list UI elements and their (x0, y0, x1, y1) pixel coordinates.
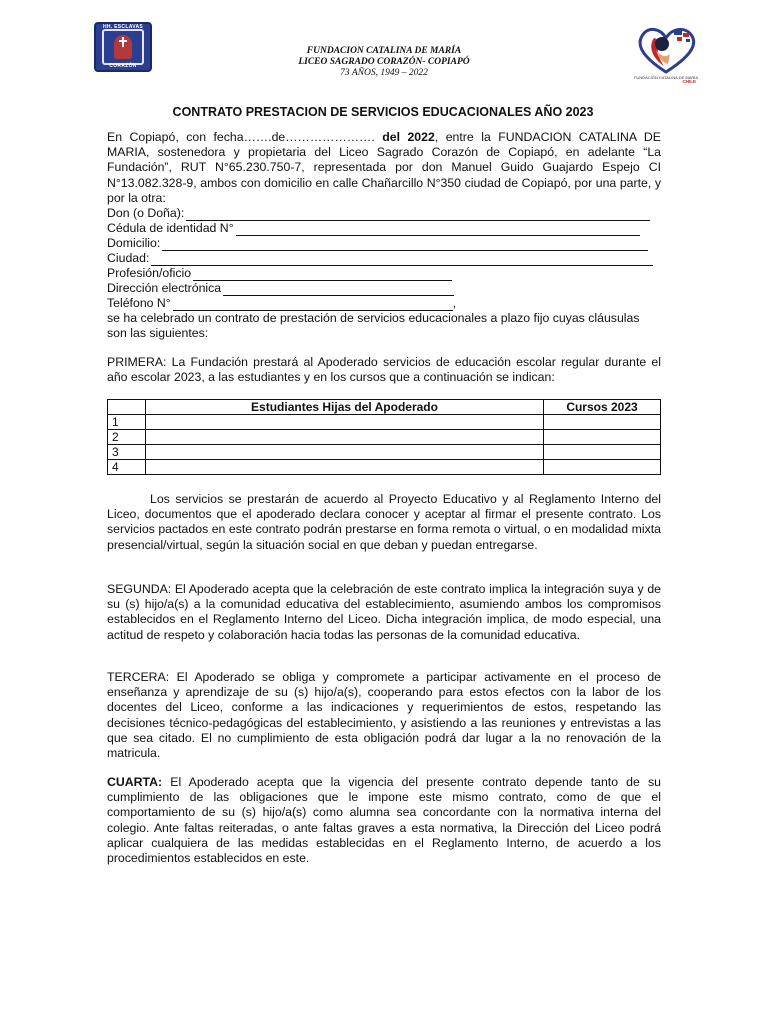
clause-tercera (107, 670, 661, 761)
services-paragraph: Los servicios se prestarán de acuerdo al Proyecto Educativo y al Reglamento Interno del Liceo, documentos que el apoderado declara conocer y aceptar al firmar el presente contrato. Los servicios pactados en este contrato podrán prestarse en forma remota o virtual, o en modalidad mixta presencial/virtual, según la situación social en que deban y puedan entregarse. (107, 492, 661, 552)
clause-segunda-label: SEGUNDA: (107, 582, 172, 596)
intro-paragraph (107, 130, 661, 206)
field-city-label: Ciudad: (107, 251, 150, 265)
clause-primera (107, 355, 661, 385)
field-city (107, 251, 653, 266)
contract-title: CONTRATO PRESTACION DE SERVICIOS EDUCACIONALES AÑO 2023 (172, 105, 594, 119)
crest-text-bottom: CORAZÓN (109, 63, 137, 69)
field-name (107, 206, 650, 221)
field-id-label: Cédula de identidad N° (107, 221, 234, 235)
header-students: Estudiantes Hijas del Apoderado (146, 400, 544, 415)
clause-primera-text: La Fundación prestará al Apoderado servicios de educación escolar regular durante el año escolar 2023, a las estudiantes y en los cursos que a continuación se indican: (107, 355, 661, 385)
field-address-line[interactable] (162, 239, 648, 251)
foundation-country-text: CHILE (682, 79, 696, 84)
foundation-caption-text: FUNDACIÓN CATALINA DE MARÍA (633, 75, 699, 80)
header-line-foundation: FUNDACION CATALINA DE MARÍA (306, 46, 462, 56)
clause-tercera-text: El Apoderado se obliga y compromete a participar activamente en el proceso de enseñanza y aprendizaje de su (s) hijo/a(s), cooperando para estos efectos con la labor de los docentes del Liceo, conforme a las indicaciones y requerimientos de estos, respetando las decisiones técnico-pedagógicas del establecimiento, y asistiendo a las reuniones y entrevistas a las que sea citado. El no cumplimiento de esta obligación podrá dar lugar a la no renovación de la matricula. (107, 670, 661, 761)
field-address-label: Domicilio: (107, 236, 161, 250)
row-number: 2 (108, 430, 146, 445)
table-row (108, 430, 661, 445)
student-name-cell[interactable] (146, 415, 544, 430)
field-phone-line[interactable] (173, 299, 453, 311)
clause-segunda (107, 582, 661, 643)
field-id-line[interactable] (236, 224, 640, 236)
clause-segunda-text: El Apoderado acepta que la celebración de este contrato implica la integración suya y de su (s) hijo/a(s) a la comunidad educativa del establecimiento, asumiendo ambos los compromisos establecidos en el Reglamento Interno del Liceo. Dicha integración implica, de modo especial, una actitud de respeto y colaboración hacia todas las personas de la comunidad educativa. (107, 582, 661, 642)
field-address (107, 236, 648, 251)
intro-text-start: En Copiapó, con fecha…….de…………………. (107, 130, 383, 144)
field-profession (107, 266, 452, 281)
header-courses: Cursos 2023 (544, 400, 661, 415)
field-name-line[interactable] (186, 209, 650, 221)
course-cell[interactable] (544, 430, 661, 445)
students-table-header (108, 400, 661, 415)
school-crest-icon (94, 22, 152, 72)
header-number (108, 400, 146, 415)
field-email (107, 281, 454, 296)
crest-cross-icon (114, 35, 132, 59)
student-name-cell[interactable] (146, 460, 544, 475)
table-row (108, 460, 661, 475)
intro-year: del 2022 (382, 130, 435, 144)
clause-cuarta-text: El Apoderado acepta que la vigencia del presente contrato depende tanto de su cumplimiento de las obligaciones que le impone este mismo contrato, como de que el comportamiento de su (s) hijo/a(s) como alumna sea concordante con la normativa interna del colegio. Ante faltas reiteradas, o ante faltas graves a esta normativa, la Dirección del Liceo podrá aplicar cualquiera de las medidas establecidas en el Reglamento Interno, de acuerdo a los procedimientos establecidos en este. (107, 775, 661, 866)
course-cell[interactable] (544, 460, 661, 475)
row-number: 4 (108, 460, 146, 475)
clauses-intro: se ha celebrado un contrato de prestación de servicios educacionales a plazo fijo cuyas cláusulas son las siguientes: (107, 311, 640, 341)
header-line-school: LICEO SAGRADO CORAZÓN- COPIAPÓ (298, 57, 470, 67)
course-cell[interactable] (544, 445, 661, 460)
field-profession-label: Profesión/oficio (107, 266, 192, 280)
field-name-label: Don (o Doña): (107, 206, 185, 220)
field-phone-label: Teléfono N° (107, 296, 171, 310)
clause-cuarta-label: CUARTA: (107, 775, 163, 789)
foundation-logo-caption (630, 76, 702, 84)
row-number: 1 (108, 415, 146, 430)
foundation-logo-graphic (630, 24, 702, 76)
header-organization (234, 46, 534, 79)
field-email-line[interactable] (223, 284, 454, 296)
table-row (108, 415, 661, 430)
field-email-label: Dirección electrónica (107, 281, 222, 295)
intro-text-rest: , entre la FUNDACION CATALINA DE MARIA, sostenedora y propietaria del Liceo Sagrado Corazón de Copiapó, en adelante “La Fundación”, RUT N°65.230.750-7, representada por don Manuel Guido Guajardo Espejo CI N°13.082.328-9, ambos con domicilio en calle Chañarcillo N°350 ciudad de Copiapó, por una parte, y por la otra: (107, 130, 661, 205)
field-id (107, 221, 640, 236)
row-number: 3 (108, 445, 146, 460)
header-line-anniversary: 73 AÑOS, 1949 – 2022 (340, 68, 428, 78)
student-name-cell[interactable] (146, 430, 544, 445)
field-phone (107, 296, 456, 311)
course-cell[interactable] (544, 415, 661, 430)
table-row (108, 445, 661, 460)
field-phone-suffix: , (452, 296, 457, 310)
field-profession-line[interactable] (193, 269, 452, 281)
clause-cuarta (107, 775, 661, 866)
students-table (107, 399, 661, 475)
foundation-heart-logo-icon (630, 24, 702, 84)
student-name-cell[interactable] (146, 445, 544, 460)
crest-text-top: HH. ESCLAVAS (102, 24, 144, 30)
field-city-line[interactable] (151, 254, 653, 266)
clause-tercera-label: TERCERA: (107, 670, 170, 684)
clause-primera-label: PRIMERA: (107, 355, 167, 369)
